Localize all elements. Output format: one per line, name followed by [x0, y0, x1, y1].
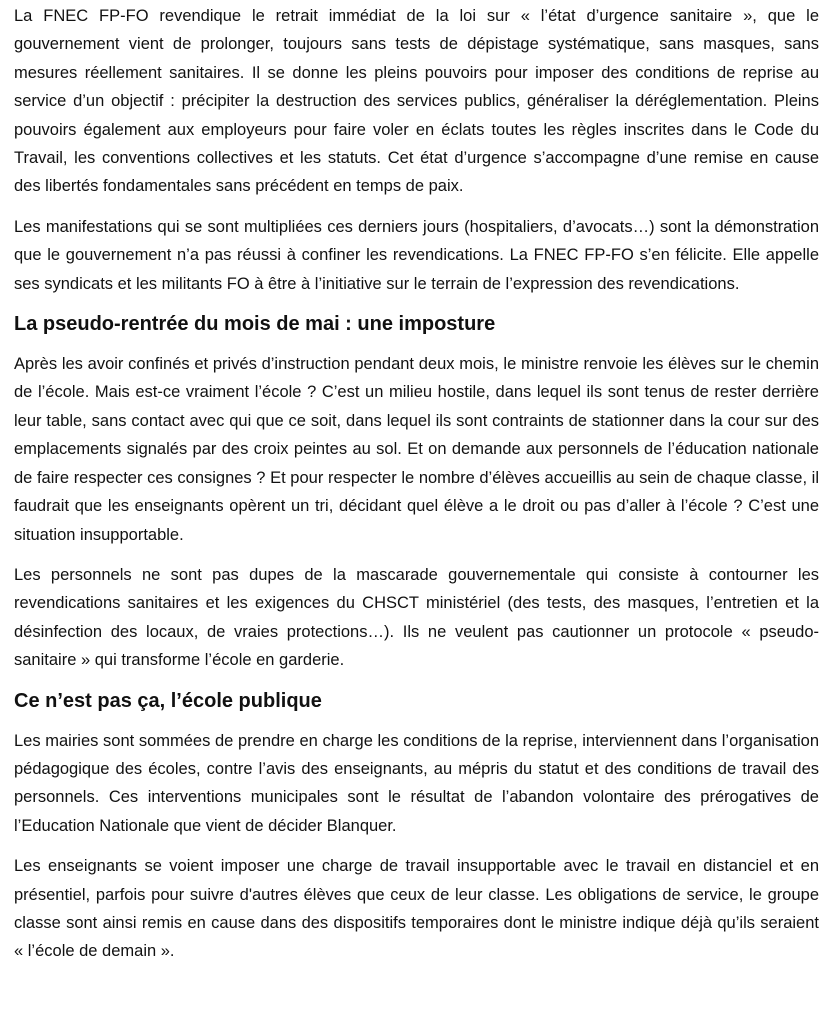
paragraph-manifestations: Les manifestations qui se sont multipliées ces derniers jours (hospitaliers, d’avocats…) sont la démonstration que le gouvernement n’a pas réussi à confiner les revendications. La FNEC FP-FO s’en félicite. Elle appelle ses syndicats et les militants FO à être à l’initiative sur le terrain de l’expression des revendications.: [14, 217, 819, 293]
paragraph-etat-urgence: La FNEC FP-FO revendique le retrait immédiat de la loi sur « l’état d’urgence sanitaire », que le gouvernement vient de prolonger, toujours sans tests de dépistage systématique, sans masques, sans mesures réellement sanitaires. Il se donne les pleins pouvoirs pour imposer des conditions de reprise au service d’un objectif : précipiter la destruction des services publics, généraliser la déréglementation. Pleins pouvoirs également aux employeurs pour faire voler en éclats toutes les règles inscrites dans le Code du Travail, les conventions collectives et les statuts. Cet état d’urgence s’accompagne d’une remise en cause des libertés fondamentales sans précédent en temps de paix.: [14, 7, 819, 196]
paragraph-charge-travail: Les enseignants se voient imposer une charge de travail insupportable avec le travail en distanciel et en présentiel, parfois pour suivre d'autres élèves que ceux de leur classe. Les obligations de service, le groupe classe sont ainsi remis en cause dans des dispositifs temporaires dont le ministre indique déjà qu’ils seraient « l’école de demain ».: [14, 857, 819, 961]
paragraph-mairies: Les mairies sont sommées de prendre en charge les conditions de la reprise, interviennent dans l’organisation pédagogique des écoles, contre l’avis des enseignants, au mépris du statut et des conditions de travail des personnels. Ces interventions municipales sont le résultat de l’abandon volontaire des prérogatives de l’Education Nationale que vient de décider Blanquer.: [14, 731, 819, 835]
heading-ecole-publique: Ce n’est pas ça, l’école publique: [14, 689, 322, 712]
paragraph-confinement-eleves: Après les avoir confinés et privés d’instruction pendant deux mois, le ministre renvoie les élèves sur le chemin de l’école. Mais est-ce vraiment l’école ? C’est un milieu hostile, dans lequel ils sont tenus de rester derrière leur table, sans contact avec qui que ce soit, dans lequel ils sont contraints de stationner dans la cour sur des emplacements signalés par des croix peintes au sol. Et on demande aux personnels de l’éducation nationale de faire respecter ces consignes ? Et pour respecter le nombre d’élèves accueillis au sein de chaque classe, il faudrait que les enseignants opèrent un tri, décidant quel élève a le droit ou pas d’aller à l’école ? C’est une situation insupportable.: [14, 355, 819, 544]
heading-pseudo-rentree: La pseudo-rentrée du mois de mai : une imposture: [14, 313, 496, 336]
paragraph-mascarade: Les personnels ne sont pas dupes de la mascarade gouvernementale qui consiste à contourner les revendications sanitaires et les exigences du CHSCT ministériel (des tests, des masques, l’entretien et la désinfection des locaux, de vraies protections…). Ils ne veulent pas cautionner un protocole « pseudo-sanitaire » qui transforme l’école en garderie.: [14, 565, 819, 670]
